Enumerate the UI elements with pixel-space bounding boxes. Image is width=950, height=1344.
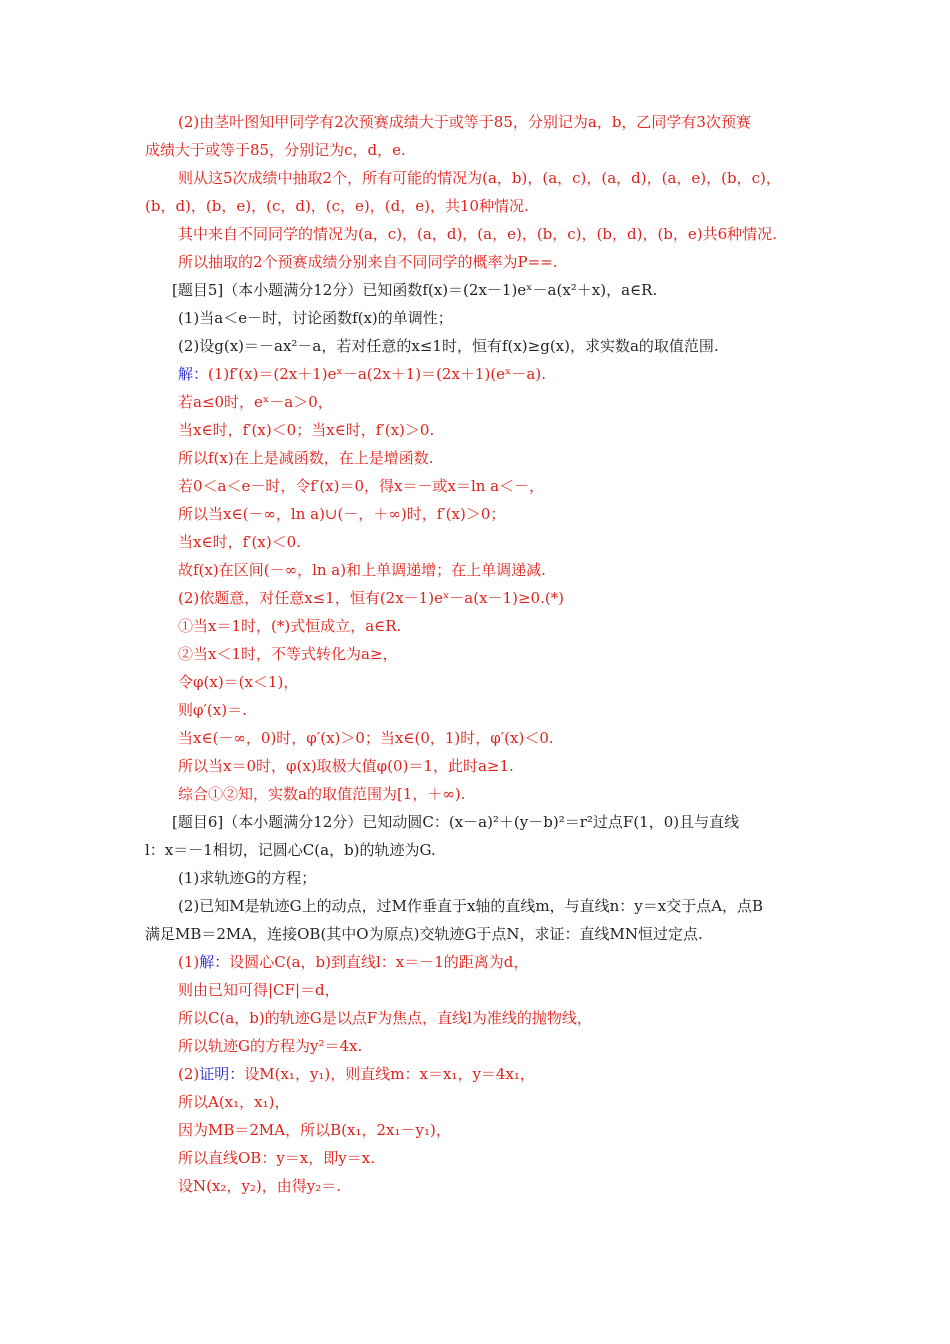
line-text: 因为MB＝2MA，所以B(x₁，2x₁－y₁)，: [178, 1121, 451, 1139]
text-line: [145, 140, 406, 160]
line-text: 则由已知可得|CF|＝d，: [178, 981, 340, 999]
text-line: [178, 504, 505, 524]
line-text: 所以当x＝0时，φ(x)取极大值φ(0)＝1，此时a≥1.: [178, 757, 514, 775]
line-text: 所以f(x)在上是减函数，在上是增函数.: [178, 449, 434, 467]
text-line: [145, 840, 436, 860]
text-line: [178, 896, 763, 916]
line-text: 所以C(a，b)的轨迹G是以点F为焦点，直线l为准线的抛物线，: [178, 1009, 592, 1027]
text-line: [178, 1036, 362, 1056]
line-text: 所以轨迹G的方程为y²＝4x.: [178, 1037, 363, 1055]
text-line: [178, 644, 398, 664]
text-line: [178, 560, 546, 580]
line-text: 当x∈时，f′(x)＜0.: [178, 533, 301, 551]
line-text: (1)f′(x)＝(2x＋1)eˣ－a(2x＋1)＝(2x＋1)(eˣ－a).: [208, 365, 546, 383]
text-line: [178, 672, 298, 692]
text-line: [178, 420, 434, 440]
text-line: [178, 980, 340, 1000]
text-line: [178, 756, 514, 776]
line-text: 所以直线OB：y＝x，即y＝x.: [178, 1149, 375, 1167]
line-text: 满足MB＝2MA，连接OB(其中O为原点)交轨迹G于点N，求证：直线MN恒过定点.: [145, 925, 703, 943]
line-text: 则从这5次成绩中抽取2个，所有可能的情况为(a，b)，(a，c)，(a，d)，(a，e)，(b，c)，: [178, 169, 781, 187]
line-text: 故f(x)在区间(－∞，ln a)和上单调递增；在上单调递减.: [178, 561, 546, 579]
line-text: ①当x＝1时，(*)式恒成立，a∈R.: [178, 617, 402, 635]
line-text: 所以抽取的2个预赛成绩分别来自不同同学的概率为P==.: [178, 253, 558, 271]
text-line: [178, 1176, 341, 1196]
text-line: [178, 476, 544, 496]
line-text: 若0＜a＜e－时，令f′(x)＝0，得x＝－或x＝ln a＜－，: [178, 477, 545, 495]
text-line: [178, 308, 453, 328]
line-prefix: (2): [178, 1065, 200, 1083]
text-line: [178, 224, 777, 244]
text-line: [172, 280, 657, 300]
answer-label: 解：: [199, 953, 230, 971]
line-text: ②当x＜1时，不等式转化为a≥，: [178, 645, 398, 663]
text-line: [178, 1120, 451, 1140]
text-line: [178, 1008, 592, 1028]
text-line: [145, 924, 703, 944]
text-line: [178, 392, 333, 412]
text-line: [145, 196, 529, 216]
text-line: [178, 1064, 535, 1084]
line-text: 当x∈(－∞，0)时，φ′(x)＞0；当x∈(0，1)时，φ′(x)＜0.: [178, 729, 554, 747]
text-line: [178, 728, 554, 748]
text-line: [178, 868, 316, 888]
line-text: (1)当a＜e－时，讨论函数f(x)的单调性；: [178, 309, 453, 327]
text-line: [178, 588, 564, 608]
line-text: l：x＝－1相切，记圆心C(a，b)的轨迹为G.: [145, 841, 436, 859]
line-text: (1)求轨迹G的方程；: [178, 869, 317, 887]
line-text: 则φ′(x)＝.: [178, 701, 247, 719]
text-line: [172, 812, 739, 832]
text-line: [178, 448, 434, 468]
line-text: 令φ(x)＝(x＜1)，: [178, 673, 299, 691]
text-line: [178, 252, 558, 272]
text-line: [178, 1092, 289, 1112]
line-text: [题目6]（本小题满分12分）已知动圆C：(x－a)²＋(y－b)²＝r²过点F(1，0)且与直线: [172, 813, 740, 831]
answer-label: 证明：: [199, 1065, 245, 1083]
line-text: 设N(x₂，y₂)，由得y₂＝.: [178, 1177, 342, 1195]
text-line: [178, 364, 546, 384]
line-text: 其中来自不同同学的情况为(a，c)，(a，d)，(a，e)，(b，c)，(b，d)，(b，e)共6种情况.: [178, 225, 777, 243]
line-text: (2)已知M是轨迹G上的动点，过M作垂直于x轴的直线m，与直线n：y＝x交于点A，点B: [178, 897, 764, 915]
line-text: 设圆心C(a，b)到直线l：x＝－1的距离为d，: [229, 953, 529, 971]
text-line: [178, 532, 301, 552]
line-text: 若a≤0时，eˣ－a＞0，: [178, 393, 333, 411]
text-line: [178, 168, 781, 188]
text-line: [178, 700, 247, 720]
line-prefix: (1): [178, 953, 200, 971]
line-text: 当x∈时，f′(x)＜0；当x∈时，f′(x)＞0.: [178, 421, 435, 439]
line-text: 综合①②知，实数a的取值范围为[1，＋∞).: [178, 785, 466, 803]
line-text: (b，d)，(b，e)，(c，d)，(c，e)，(d，e)，共10种情况.: [145, 197, 529, 215]
text-line: [178, 616, 401, 636]
line-text: 所以A(x₁，x₁)，: [178, 1093, 290, 1111]
line-text: (2)设g(x)＝－ax²－a，若对任意的x≤1时，恒有f(x)≥g(x)，求实数a的取值范围.: [178, 337, 719, 355]
line-text: (2)依题意，对任意x≤1，恒有(2x－1)eˣ－a(x－1)≥0.(*): [178, 589, 565, 607]
line-text: 所以当x∈(－∞，ln a)∪(－，＋∞)时，f′(x)＞0；: [178, 505, 506, 523]
text-line: [178, 1148, 375, 1168]
text-line: [178, 784, 465, 804]
line-text: 成绩大于或等于85，分别记为c，d，e.: [145, 141, 406, 159]
text-line: [178, 112, 751, 132]
answer-label: 解：: [178, 365, 209, 383]
line-text: 设M(x₁，y₁)，则直线m：x＝x₁，y＝4x₁，: [244, 1065, 535, 1083]
text-line: [178, 336, 719, 356]
line-text: (2)由茎叶图知甲同学有2次预赛成绩大于或等于85，分别记为a，b，乙同学有3次预赛: [178, 113, 751, 131]
line-text: [题目5]（本小题满分12分）已知函数f(x)＝(2x－1)eˣ－a(x²＋x)，a∈R.: [172, 281, 658, 299]
text-line: [178, 952, 528, 972]
